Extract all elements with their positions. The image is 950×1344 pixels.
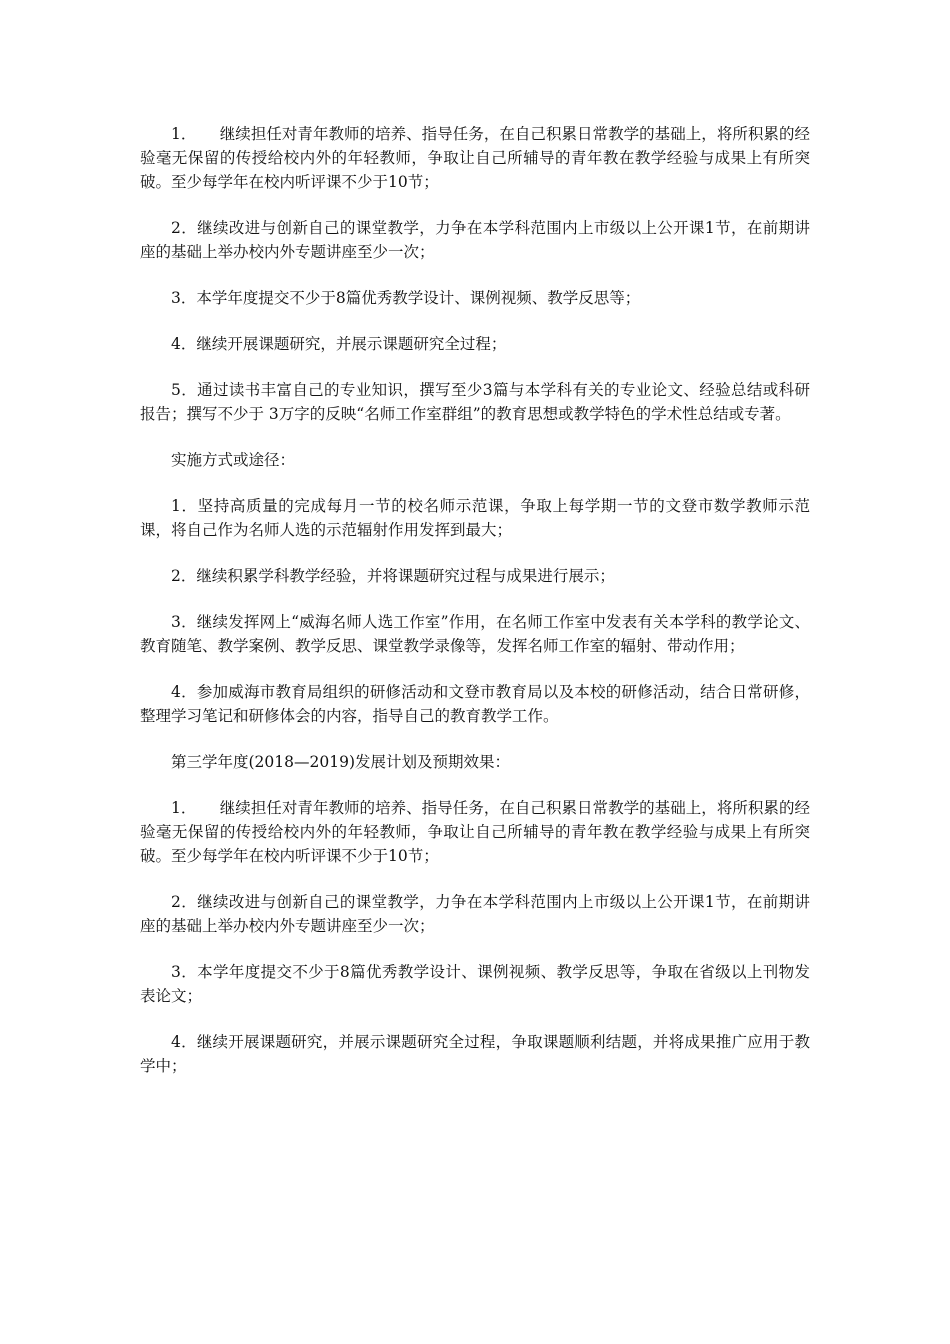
- paragraph-12: 3．本学年度提交不少于8篇优秀教学设计、课例视频、教学反思等，争取在省级以上刊物发表论文；: [140, 963, 810, 1005]
- paragraph-3: 3．本学年度提交不少于8篇优秀教学设计、课例视频、教学反思等；: [171, 289, 641, 307]
- document-page: [140, 122, 810, 1100]
- paragraph-11: 2．继续改进与创新自己的课堂教学，力争在本学科范围内上市级以上公开课1节，在前期讲座的基础上举办校内外专题讲座至少一次；: [140, 893, 810, 935]
- paragraph-4: 4．继续开展课题研究，并展示课题研究全过程；: [171, 335, 507, 353]
- section-heading-third-year: 第三学年度(2018—2019)发展计划及预期效果：: [171, 753, 510, 771]
- paragraph-13: 4．继续开展课题研究，并展示课题研究全过程，争取课题顺利结题，并将成果推广应用于教学中；: [140, 1033, 810, 1075]
- paragraph-2: 2．继续改进与创新自己的课堂教学，力争在本学科范围内上市级以上公开课1节，在前期讲座的基础上举办校内外专题讲座至少一次；: [140, 219, 810, 261]
- paragraph-6: 1．坚持高质量的完成每月一节的校名师示范课，争取上每学期一节的文登市数学教师示范课，将自己作为名师人选的示范辐射作用发挥到最大；: [140, 497, 810, 539]
- paragraph-7: 2．继续积累学科教学经验，并将课题研究过程与成果进行展示；: [171, 567, 615, 585]
- paragraph-8: 3．继续发挥网上“威海名师人选工作室”作用，在名师工作室中发表有关本学科的教学论文、教育随笔、教学案例、教学反思、课堂教学录像等，发挥名师工作室的辐射、带动作用；: [140, 613, 810, 655]
- paragraph-5: 5．通过读书丰富自己的专业知识，撰写至少3篇与本学科有关的专业论文、经验总结或科研报告；撰写不少于 3万字的反映“名师工作室群组”的教育思想或教学特色的学术性总结或专著。: [140, 381, 810, 423]
- paragraph-10: 1． 继续担任对青年教师的培养、指导任务，在自己积累日常教学的基础上，将所积累的经验毫无保留的传授给校内外的年轻教师，争取让自己所辅导的青年教在教学经验与成果上有所突破。至少每学年在校内听评课不少于10节；: [140, 799, 810, 865]
- paragraph-1: 1． 继续担任对青年教师的培养、指导任务，在自己积累日常教学的基础上，将所积累的经验毫无保留的传授给校内外的年轻教师，争取让自己所辅导的青年教在教学经验与成果上有所突破。至少每学年在校内听评课不少于10节；: [140, 125, 810, 191]
- section-heading-implementation: 实施方式或途径：: [171, 451, 296, 469]
- paragraph-9: 4．参加威海市教育局组织的研修活动和文登市教育局以及本校的研修活动，结合日常研修，整理学习笔记和研修体会的内容，指导自己的教育教学工作。: [140, 683, 810, 725]
